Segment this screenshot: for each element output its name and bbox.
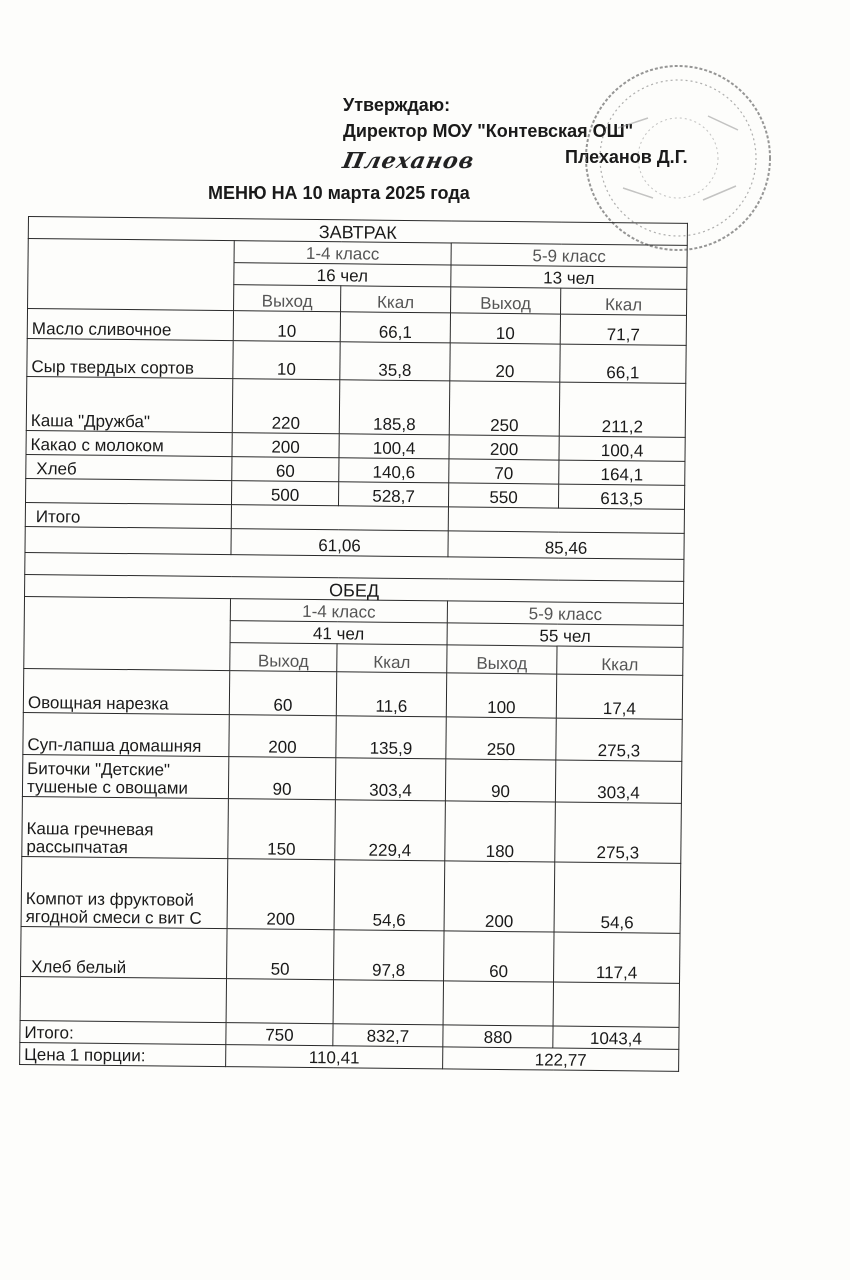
price-label-blank — [25, 526, 231, 554]
handwritten-signature: Плеханов — [340, 148, 478, 174]
kcal-value: 135,9 — [336, 716, 446, 759]
table-row — [21, 856, 681, 933]
sum-output-1: 500 — [231, 481, 338, 506]
table-row — [26, 376, 686, 437]
price-5-9: 85,46 — [448, 531, 684, 559]
sum-output-2: 880 — [443, 1025, 553, 1048]
lunch-col-kcal-2: Ккал — [557, 646, 683, 675]
breakfast-col-output-2: Выход — [451, 287, 561, 314]
lunch-col-output-1: Выход — [230, 643, 337, 672]
table-row — [23, 668, 682, 719]
menu-sheet — [19, 216, 688, 1072]
approval-heading: Утверждаю: — [343, 95, 451, 115]
lunch-count-1-4: 41 чел — [230, 621, 447, 645]
output-value: 60 — [444, 931, 555, 982]
total-label: Итого — [25, 502, 231, 528]
breakfast-section-title: ЗАВТРАК — [28, 217, 687, 246]
breakfast-group-5-9: 5-9 класс — [451, 243, 687, 267]
kcal-value: 11,6 — [336, 672, 446, 717]
lunch-group-1-4: 1-4 класс — [230, 599, 447, 623]
breakfast-group-1-4: 1-4 класс — [234, 241, 451, 265]
lunch-col-kcal-1: Ккал — [337, 644, 447, 673]
dish-name: Хлеб белый — [21, 926, 228, 978]
breakfast-col-output-1: Выход — [234, 285, 341, 312]
output-value: 90 — [228, 757, 335, 800]
approval-director: Директор МОУ "Контевская ОШ" — [343, 121, 634, 141]
output-value: 10 — [450, 313, 560, 344]
output-value: 60 — [232, 457, 339, 482]
dish-name: Компот из фруктовой ягодной смеси с вит С — [21, 856, 228, 928]
table-row — [27, 338, 686, 383]
kcal-value: 17,4 — [556, 674, 682, 719]
total-blank-2 — [448, 507, 684, 533]
output-value: 200 — [229, 715, 336, 758]
kcal-value: 71,7 — [560, 314, 686, 345]
kcal-value: 275,3 — [556, 718, 682, 761]
kcal-value: 117,4 — [554, 932, 681, 983]
kcal-value: 275,3 — [555, 802, 682, 863]
output-value: 50 — [227, 929, 335, 980]
table-row — [22, 796, 682, 863]
dish-name: Каша "Дружба" — [26, 376, 233, 432]
kcal-value: 303,4 — [335, 758, 445, 801]
sum-kcal-1: 528,7 — [338, 482, 448, 507]
kcal-value: 303,4 — [555, 760, 681, 803]
menu-title: МЕНЮ НА 10 марта 2025 года — [208, 183, 470, 203]
breakfast-header-blank — [28, 239, 235, 311]
kcal-value: 229,4 — [335, 800, 446, 861]
sum-kcal-2: 613,5 — [558, 484, 684, 509]
sum-kcal-1: 832,7 — [333, 1024, 443, 1047]
output-value: 250 — [446, 717, 556, 760]
dish-name: Сыр твердых сортов — [27, 338, 233, 378]
lunch-header-blank — [24, 596, 231, 670]
output-value: 100 — [446, 673, 556, 718]
table-row — [21, 926, 680, 983]
dish-name: Суп-лапша домашняя — [23, 712, 229, 756]
dish-name: Овощная нарезка — [23, 668, 229, 714]
empty-cell — [333, 980, 443, 1025]
output-value: 10 — [233, 311, 340, 342]
output-value: 10 — [233, 341, 340, 380]
output-value: 220 — [232, 379, 340, 434]
output-value: 70 — [449, 459, 559, 484]
output-value: 200 — [232, 433, 339, 458]
lunch-section-title: ОБЕД — [25, 574, 684, 603]
empty-cell — [443, 981, 553, 1026]
output-value: 200 — [444, 861, 555, 932]
breakfast-count-1-4: 16 чел — [234, 263, 451, 287]
kcal-value: 54,6 — [554, 862, 681, 933]
total-blank-1 — [231, 505, 448, 531]
sum-output-1: 750 — [226, 1023, 333, 1046]
empty-cell — [226, 979, 333, 1024]
breakfast-col-kcal-1: Ккал — [341, 286, 451, 313]
lunch-col-output-2: Выход — [447, 645, 557, 674]
kcal-value: 140,6 — [339, 458, 449, 483]
dish-name: Хлеб — [26, 454, 232, 480]
table-row — [22, 754, 681, 803]
kcal-value: 211,2 — [559, 382, 686, 437]
output-value: 180 — [445, 801, 556, 862]
sum-kcal-2: 1043,4 — [553, 1026, 679, 1049]
lunch-group-5-9: 5-9 класс — [447, 601, 683, 625]
price-1-4: 61,06 — [231, 529, 448, 557]
output-value: 200 — [227, 859, 335, 930]
empty-cell — [20, 976, 226, 1022]
dish-name: Каша гречневая рассыпчатая — [22, 796, 229, 858]
price-1-4: 110,41 — [226, 1045, 443, 1069]
director-name: Плеханов Д.Г. — [565, 147, 688, 167]
output-value: 60 — [229, 671, 336, 716]
dish-name: Биточки "Детские" тушеные с овощами — [22, 754, 228, 798]
table-row — [23, 712, 682, 761]
output-value: 150 — [228, 799, 336, 860]
dish-name: Масло сливочное — [27, 309, 233, 341]
dish-name: Какао с молоком — [26, 430, 232, 456]
output-value: 200 — [449, 435, 559, 460]
kcal-value: 100,4 — [559, 436, 685, 461]
kcal-value: 66,1 — [560, 344, 686, 383]
output-value: 90 — [445, 759, 555, 802]
kcal-value: 100,4 — [339, 434, 449, 459]
price-label: Цена 1 порции: — [20, 1042, 226, 1066]
breakfast-col-kcal-2: Ккал — [561, 288, 687, 315]
kcal-value: 97,8 — [334, 930, 445, 981]
sum-output-2: 550 — [448, 483, 558, 508]
empty-row — [20, 976, 679, 1027]
price-5-9: 122,77 — [443, 1047, 679, 1071]
kcal-value: 164,1 — [559, 460, 685, 485]
breakfast-count-5-9: 13 чел — [451, 265, 687, 289]
output-value: 250 — [449, 381, 560, 436]
menu-table — [19, 216, 688, 1072]
kcal-value: 66,1 — [340, 312, 450, 343]
kcal-value: 35,8 — [340, 342, 450, 381]
output-value: 20 — [450, 343, 560, 382]
empty-cell — [553, 982, 679, 1027]
sum-label-blank — [25, 478, 231, 504]
kcal-value: 185,8 — [339, 380, 450, 435]
total-label: Итого: — [20, 1020, 226, 1044]
lunch-count-5-9: 55 чел — [447, 623, 683, 647]
kcal-value: 54,6 — [334, 860, 445, 931]
